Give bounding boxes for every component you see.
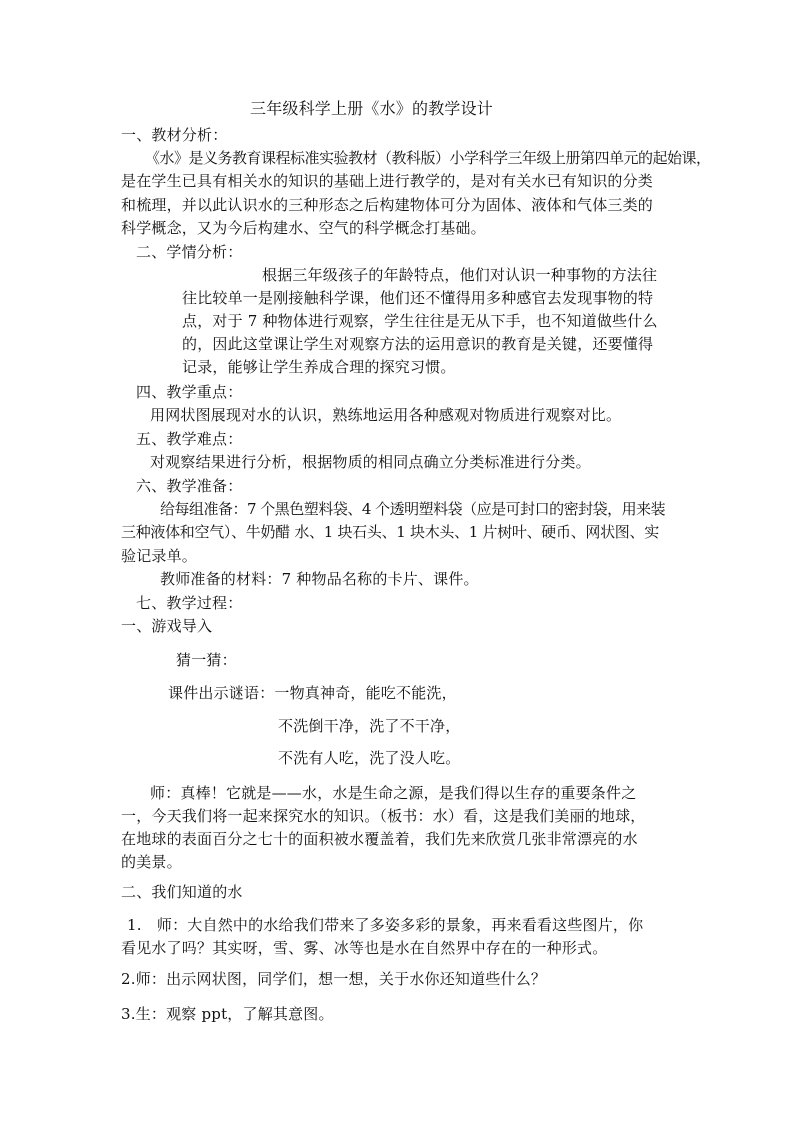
section-heading-textbook-analysis: 一、教材分析： bbox=[121, 126, 228, 144]
paragraph-line: 的美景。 bbox=[121, 853, 182, 871]
paragraph-line: 3.生：观察 ppt，了解其意图。 bbox=[121, 1005, 334, 1023]
paragraph-line: 猜一猜： bbox=[176, 651, 237, 669]
paragraph-line: 和梳理，并以此认识水的三种形态之后构建物体可分为固体、液体和气体三类的 bbox=[121, 196, 654, 214]
paragraph-line: 看见水了吗？其实呀，雪、雾、冰等也是水在自然界中存在的一种形式。 bbox=[121, 939, 608, 957]
riddle-line: 不洗有人吃，洗了没人吃。 bbox=[278, 749, 461, 767]
paragraph-line: 验记录单。 bbox=[121, 547, 198, 565]
paragraph-line: 用网状图展现对水的认识，熟练地运用各种感观对物质进行观察对比。 bbox=[150, 406, 622, 424]
riddle-line: 不洗倒干净，洗了不干净， bbox=[278, 717, 461, 735]
paragraph-line: 在地球的表面百分之七十的面积被水覆盖着，我们先来欣赏几张非常漂亮的水 bbox=[121, 830, 638, 848]
section-heading-teaching-process: 七、教学过程： bbox=[136, 594, 243, 612]
paragraph-line: 根据三年级孩子的年龄特点，他们对认识一种事物的方法往 bbox=[262, 266, 658, 284]
paragraph-line: 1. 师：大自然中的水给我们带来了多姿多彩的景象，再来看看这些图片，你 bbox=[127, 916, 644, 934]
paragraph-line: 《水》是义务教育课程标准实验教材（教科版）小学科学三年级上册第四单元的起始课， bbox=[145, 149, 711, 167]
paragraph-line: 师：真棒！它就是——水，水是生命之源，是我们得以生存的重要条件之 bbox=[150, 784, 637, 802]
paragraph-line: 点，对于 7 种物体进行观察，学生往往是无从下手，也不知道做些什么 bbox=[182, 312, 658, 330]
paragraph-line: 往比较单一是刚接触科学课，他们还不懂得用多种感官去发现事物的特 bbox=[182, 289, 654, 307]
paragraph-line: 的，因此这堂课让学生对观察方法的运用意识的教育是关键，还要懂得 bbox=[182, 335, 654, 353]
paragraph-line: 科学概念，又为今后构建水、空气的科学概念打基础。 bbox=[121, 219, 486, 237]
subsection-heading-what-we-know: 二、我们知道的水 bbox=[121, 883, 243, 901]
paragraph-line: 是在学生已具有相关水的知识的基础上进行教学的，是对有关水已有知识的分类 bbox=[121, 172, 654, 190]
document-title: 三年级科学上册《水》的教学设计 bbox=[250, 99, 494, 118]
paragraph-line: 三种液体和空气）、牛奶醋 水、1 块石头、1 块木头、1 片树叶、硬币、网状图、实 bbox=[121, 523, 659, 541]
paragraph-line: 一，今天我们将一起来探究水的知识。（板书：水）看，这是我们美丽的地球， bbox=[121, 807, 646, 825]
paragraph-line: 记录，能够让学生养成合理的探究习惯。 bbox=[182, 358, 456, 376]
section-heading-learner-analysis: 二、学情分析： bbox=[136, 243, 243, 261]
paragraph-line: 教师准备的材料：7 种物品名称的卡片、课件。 bbox=[160, 570, 479, 588]
paragraph-line: 2.师：出示网状图，同学们，想一想，关于水你还知道些什么？ bbox=[121, 970, 547, 988]
paragraph-line: 给每组准备：7 个黑色塑料袋、4 个透明塑料袋（应是可封口的密封袋，用来装 bbox=[160, 500, 666, 518]
section-heading-preparation: 六、教学准备： bbox=[136, 477, 243, 495]
section-heading-difficulties: 五、教学难点： bbox=[136, 430, 243, 448]
section-heading-key-points: 四、教学重点： bbox=[136, 383, 243, 401]
riddle-line: 课件出示谜语：一物真神奇，能吃不能洗， bbox=[168, 684, 457, 702]
paragraph-line: 对观察结果进行分析，根据物质的相同点确立分类标准进行分类。 bbox=[150, 453, 591, 471]
subsection-heading-game-intro: 一、游戏导入 bbox=[121, 617, 213, 635]
